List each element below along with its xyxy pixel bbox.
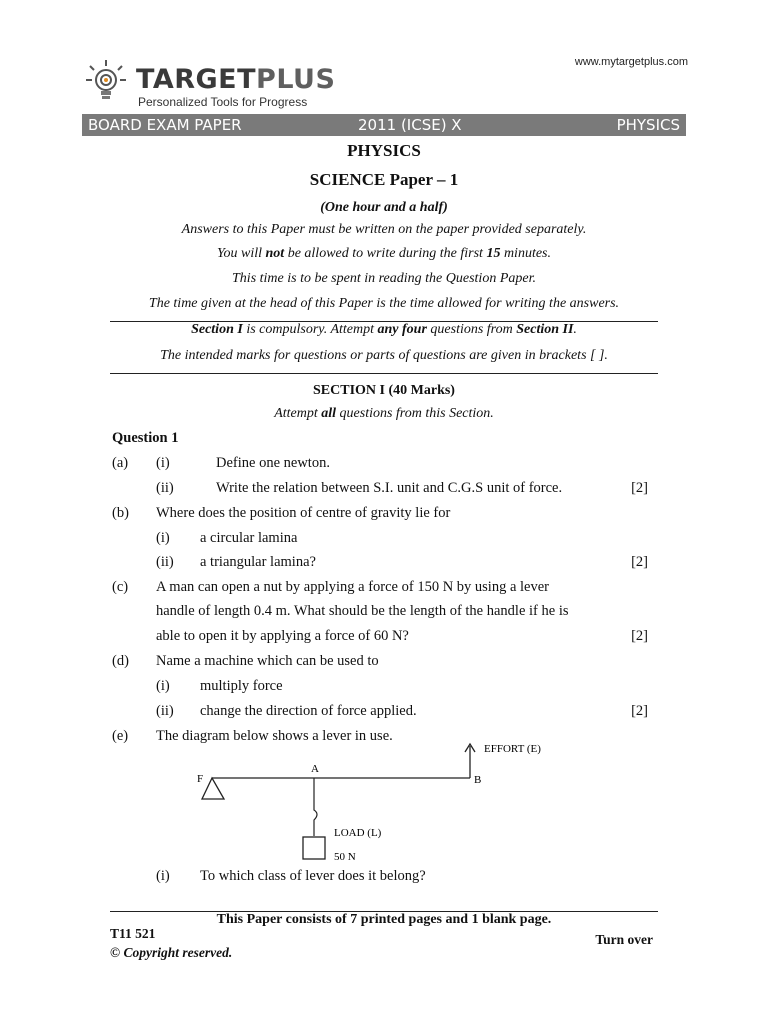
text-run: questions from — [426, 322, 517, 337]
text-run-bold: all — [321, 406, 337, 421]
text-run-bold: 15 — [486, 246, 501, 261]
text-run: is compulsory. Attempt — [242, 322, 378, 337]
lever-diagram — [190, 738, 560, 868]
text-run: questions from this Section. — [336, 406, 494, 421]
section-title: SECTION I (40 Marks) — [313, 383, 455, 398]
copyright: © Copyright reserved. — [110, 945, 233, 960]
part-b-marks: [2] — [631, 554, 648, 570]
pages-note: This Paper consists of 7 printed pages and 1 blank page. — [216, 912, 552, 927]
part-a-ii-label: (ii) — [156, 480, 174, 496]
part-a-i-text: Define one newton. — [216, 455, 330, 471]
subject-title: PHYSICS — [347, 141, 421, 160]
section-subtitle — [100, 406, 668, 422]
part-d-i-text: multiply force — [200, 678, 283, 694]
website-url: www.mytargetplus.com — [574, 56, 688, 68]
divider-rule — [110, 373, 658, 374]
instruction-line-1: Answers to this Paper must be written on the paper provided separately. — [181, 222, 587, 237]
point-a-label: A — [311, 763, 319, 775]
part-e-label: (e) — [112, 728, 129, 744]
instruction-line-5 — [100, 322, 668, 338]
part-a-ii-text: Write the relation between S.I. unit and C.G.S unit of force. — [216, 480, 563, 496]
turn-over: Turn over — [595, 932, 653, 947]
duration: (One hour and a half) — [320, 200, 448, 215]
brand-plus: PLUS — [256, 64, 336, 95]
brand-tagline: Personalized Tools for Progress — [138, 95, 308, 109]
part-d-ii-label: (ii) — [156, 703, 174, 719]
banner-mid: 2011 (ICSE) X — [358, 116, 462, 134]
banner-left: BOARD EXAM PAPER — [88, 116, 242, 134]
part-c-line-2: handle of length 0.4 m. What should be the length of the handle if he is — [156, 603, 569, 619]
part-c-line-3: able to open it by applying a force of 60 N? — [156, 628, 409, 644]
instruction-line-2 — [100, 246, 668, 262]
part-e-i-text: To which class of lever does it belong? — [200, 868, 426, 884]
part-d-i-label: (i) — [156, 678, 170, 694]
fulcrum-triangle — [202, 778, 224, 799]
instruction-line-6: The intended marks for questions or parts of questions are given in brackets [ ]. — [160, 348, 608, 363]
load-string — [314, 778, 317, 836]
target-logo-icon — [84, 58, 128, 102]
banner-right: PHYSICS — [616, 116, 680, 134]
text-run-bold: any four — [377, 322, 427, 337]
part-e-i-label: (i) — [156, 868, 170, 884]
part-d-label: (d) — [112, 653, 129, 669]
effort-label: EFFORT (E) — [484, 743, 541, 755]
part-d-marks: [2] — [631, 703, 648, 719]
part-a-i-label: (i) — [156, 455, 170, 471]
load-label: LOAD (L) — [334, 827, 382, 839]
text-run: . — [573, 322, 577, 337]
header-banner — [82, 114, 686, 136]
load-value: 50 N — [334, 851, 356, 863]
part-c-marks: [2] — [631, 628, 648, 644]
text-run: be allowed to write during the first — [284, 246, 487, 261]
brand-name — [136, 64, 335, 95]
part-c-label: (c) — [112, 579, 129, 595]
instruction-line-4: The time given at the head of this Paper is the time allowed for writing the answers. — [148, 296, 620, 311]
text-run-bold: Section I — [191, 322, 243, 337]
text-run-bold: Section II — [516, 322, 574, 337]
part-b-ii-text: a triangular lamina? — [200, 554, 316, 570]
load-box — [303, 837, 325, 859]
part-b-label: (b) — [112, 505, 129, 521]
part-d-text: Name a machine which can be used to — [156, 653, 379, 669]
part-b-i-label: (i) — [156, 530, 170, 546]
brand-target: TARGET — [136, 64, 257, 95]
text-run-bold: not — [265, 246, 285, 261]
part-a-marks: [2] — [631, 480, 648, 496]
part-b-i-text: a circular lamina — [200, 530, 298, 546]
part-a-label: (a) — [112, 455, 129, 471]
question-heading: Question 1 — [112, 430, 179, 446]
text-run: minutes. — [500, 246, 551, 261]
part-d-ii-text: change the direction of force applied. — [200, 703, 417, 719]
point-b-label: B — [474, 774, 482, 786]
part-b-text: Where does the position of centre of gravity lie for — [156, 505, 451, 521]
part-c-line-1: A man can open a nut by applying a force of 150 N by using a lever — [156, 579, 550, 595]
part-b-ii-label: (ii) — [156, 554, 174, 570]
instruction-line-3: This time is to be spent in reading the Question Paper. — [232, 271, 536, 286]
paper-title: SCIENCE Paper – 1 — [309, 170, 459, 189]
text-run: Attempt — [274, 406, 322, 421]
part-e-text: The diagram below shows a lever in use. — [156, 728, 393, 744]
text-run: You will — [217, 246, 266, 261]
fulcrum-label: F — [197, 773, 204, 785]
paper-code: T11 521 — [110, 926, 156, 941]
